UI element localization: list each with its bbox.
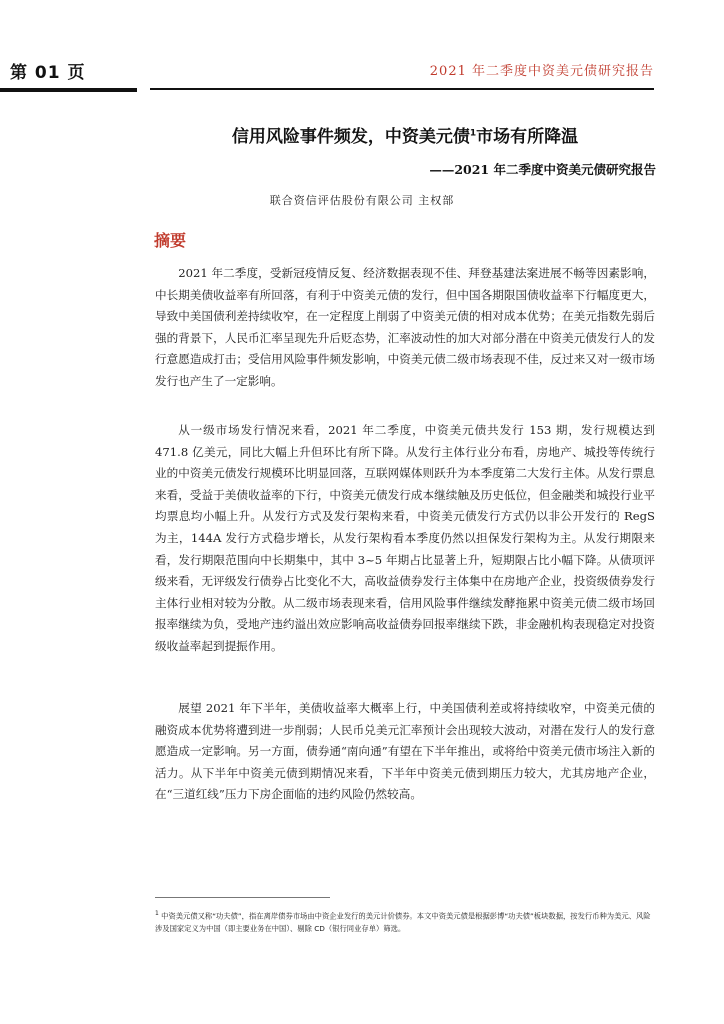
- page-label: 第 01 页: [10, 63, 86, 83]
- footnote-mark: 1: [155, 910, 159, 917]
- abstract-paragraph-1: 2021 年二季度，受新冠疫情反复、经济数据表现不佳、拜登基建法案进展不畅等因素影响，中长期美债收益率有所回落，有利于中资美元债的发行，但中国各期限国债收益率下行幅度更大，导致中美国债利差持续收窄，在一定程度上削弱了中资美元债的相对成本优势；在美元指数先弱后强的背景下，人民币汇率呈现先升后贬态势，汇率波动性的加大对部分潜在中资美元债发行人的发行意愿造成打击；受信用风险事件频发影响，中资美元债二级市场表现不佳，反过来又对一级市场发行也产生了一定影响。: [155, 266, 655, 388]
- footnote-text: 中资美元债又称“功夫债”，指在离岸债券市场由中资企业发行的美元计价债券。本文中资美元债是根据彭博“功夫债”板块数据，按发行币种为美元、风险涉及国家定义为中国（即主要业务在中国）、剔除 CD（银行同业存单）筛选。: [155, 911, 651, 934]
- document-title: [155, 122, 655, 147]
- document-subtitle: ——2021 年二季度中资美元债研究报告: [429, 162, 656, 177]
- title-main: 信用风险事件频发，中资美元债: [231, 127, 470, 147]
- footnote-divider: [155, 897, 330, 898]
- header-rule-thick: [0, 88, 137, 92]
- abstract-paragraph-3: 展望 2021 年下半年，美债收益率大概率上行，中美国债利差或将持续收窄，中资美元债的融资成本优势将遭到进一步削弱；人民币兑美元汇率预计会出现较大波动，对潜在发行人的发行意愿造成一定影响。另一方面，债券通“南向通”有望在下半年推出，或将给中资美元债市场注入新的活力。从下半年中资美元债到期情况来看，下半年中资美元债到期压力较大，尤其房地产企业，在“三道红线”压力下房企面临的违约风险仍然较高。: [155, 701, 655, 802]
- abstract-heading: 摘要: [154, 231, 187, 250]
- title-main-suffix: 市场有所降温: [476, 127, 579, 147]
- title-footnote-mark: 1: [469, 128, 477, 139]
- footnote: [155, 907, 655, 935]
- organization-line: 联合资信评估股份有限公司 主权部: [269, 194, 455, 207]
- report-header-title: 2021 年二季度中资美元债研究报告: [429, 64, 654, 79]
- header-rule-thin: [150, 88, 654, 90]
- abstract-paragraph-2: 从一级市场发行情况来看，2021 年二季度，中资美元债共发行 153 期，发行规模达到 471.8 亿美元，同比大幅上升但环比有所下降。从发行主体行业分布看，房地产、城投等传统行业的中资美元债发行规模环比明显回落，互联网媒体则跃升为本季度第二大发行主体。从发行票息来看，受益于美债收益率的下行，中资美元债发行成本继续触及历史低位，但金融类和城投行业平均票息均小幅上升。从发行方式及发行架构来看，中资美元债发行方式仍以非公开发行的 RegS 为主，144A 发行方式稳步增长，从发行架构看本季度仍然以担保发行架构为主。从发行期限来看，发行期限范围向中长期集中，其中 3~5 年期占比显著上升，短期限占比小幅下降。从债项评级来看，无评级发行债券占比变化不大，高收益债券发行主体集中在房地产企业，投资级债券发行主体行业相对较为分散。从二级市场表现来看，信用风险事件继续发酵拖累中资美元债二级市场回报率继续为负，受地产违约溢出效应影响高收益债券回报率继续下跌，非金融机构表现稳定对投资级收益率起到提振作用。: [155, 423, 655, 653]
